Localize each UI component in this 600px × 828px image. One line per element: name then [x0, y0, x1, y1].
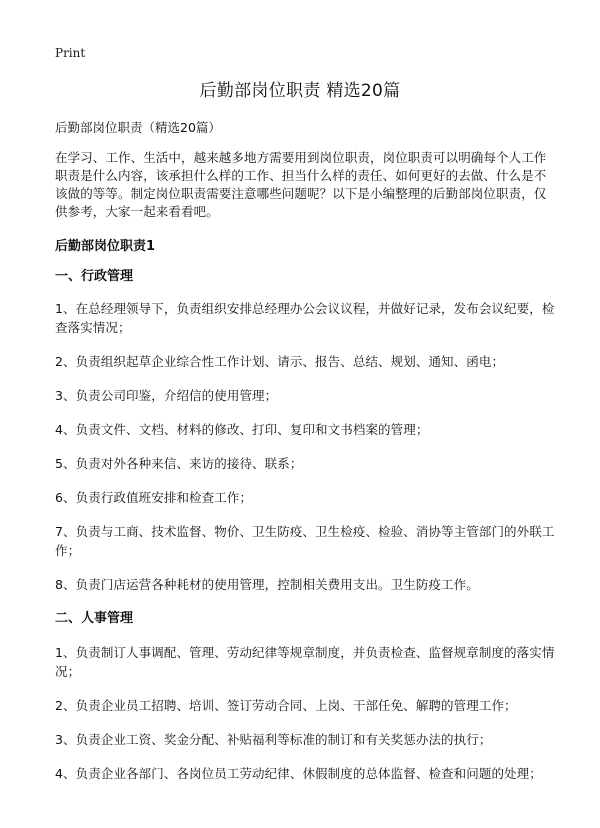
document-body [55, 149, 555, 783]
list-item: 1、在总经理领导下，负责组织安排总经理办公会议议程，并做好记录，发布会议纪要，检查落实情况； [55, 301, 555, 335]
list-item: 8、负责门店运营各种耗材的使用管理，控制相关费用支出。卫生防疫工作。 [55, 577, 479, 592]
list-item: 4、负责企业各部门、各岗位员工劳动纪律、休假制度的总体监督、检查和问题的处理； [55, 766, 542, 781]
list-item: 5、负责对外各种来信、来访的接待、联系； [55, 456, 303, 471]
list-item: 1、负责制订人事调配、管理、劳动纪律等规章制度，并负责检查、监督规章制度的落实情况； [55, 645, 555, 679]
intro-paragraph: 在学习、工作、生活中，越来越多地方需要用到岗位职责，岗位职责可以明确每个人工作职责是什么内容，该承担什么样的工作、担当什么样的责任、如何更好的去做、什么是不该做的等等。制定岗位职责需要注意哪些问题呢？以下是小编整理的后勤部岗位职责，仅供参考，大家一起来看看吧。 [55, 150, 547, 219]
section-heading-hr: 二、人事管理 [55, 611, 134, 626]
print-link[interactable]: Print [55, 46, 86, 60]
list-item: 3、负责企业工资、奖金分配、补贴福利等标准的制订和有关奖惩办法的执行； [55, 732, 492, 747]
list-item: 2、负责组织起草企业综合性工作计划、请示、报告、总结、规划、通知、函电； [55, 354, 505, 369]
list-item: 3、负责公司印鉴，介绍信的使用管理； [55, 388, 278, 403]
document-subtitle: 后勤部岗位职责（精选20篇） [55, 120, 221, 135]
list-item: 4、负责文件、文档、材料的修改、打印、复印和文书档案的管理； [55, 422, 429, 437]
section-heading-admin: 一、行政管理 [55, 269, 134, 284]
list-item: 6、负责行政值班安排和检查工作； [55, 490, 253, 505]
main-heading: 后勤部岗位职责1 [55, 239, 156, 254]
document-title: 后勤部岗位职责 精选20篇 [199, 81, 401, 101]
list-item: 2、负责企业员工招聘、培训、签订劳动合同、上岗、干部任免、解聘的管理工作； [55, 698, 517, 713]
list-item: 7、负责与工商、技术监督、物价、卫生防疫、卫生检疫、检验、消协等主管部门的外联工作； [55, 524, 555, 558]
